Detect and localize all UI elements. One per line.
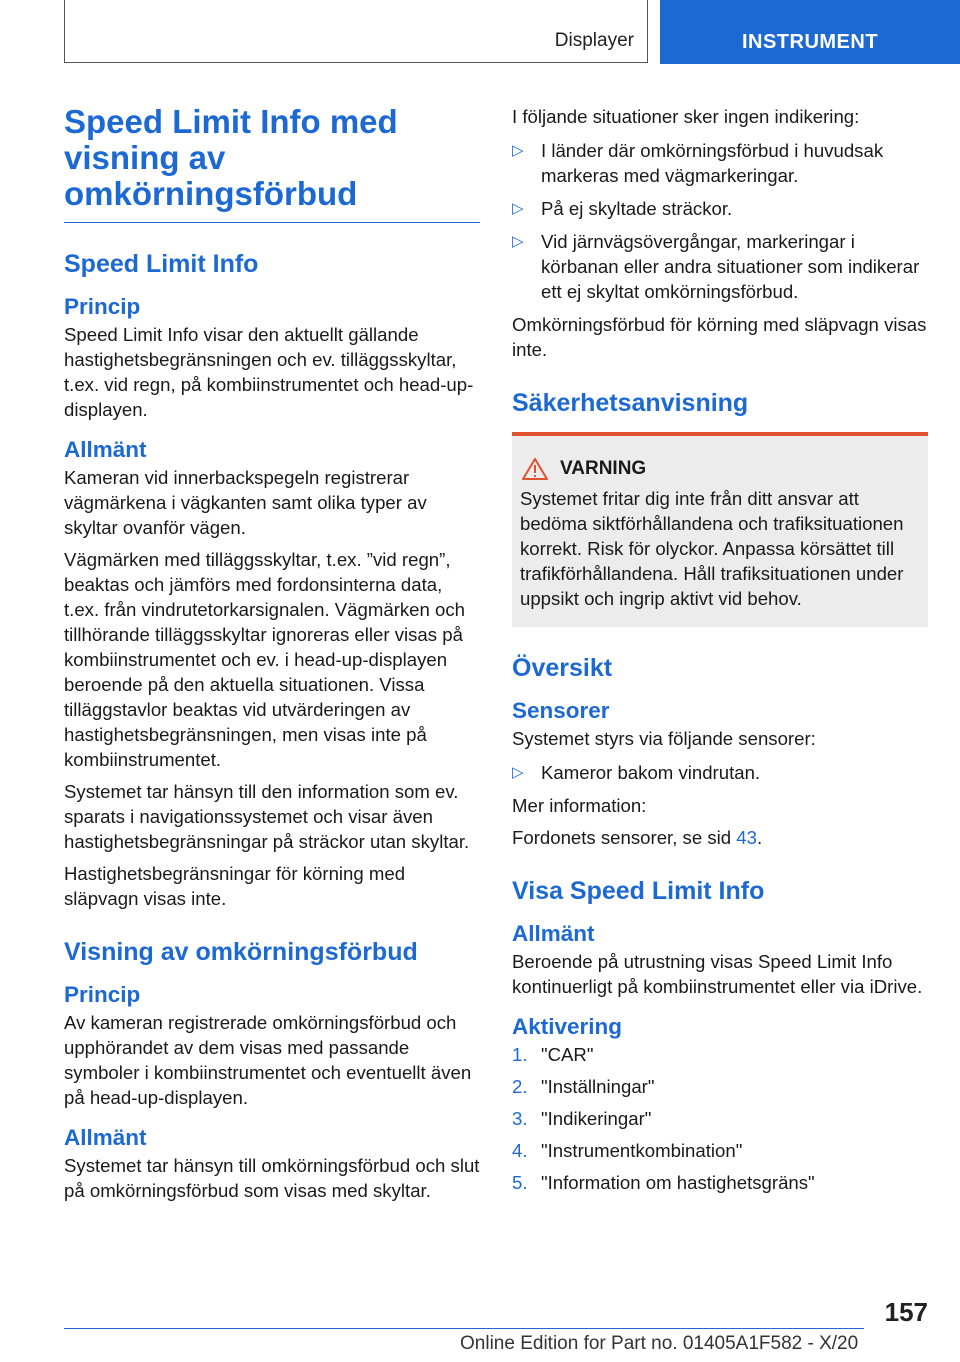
heading-allmant: Allmänt	[64, 437, 147, 462]
step-list	[512, 1042, 928, 1195]
list-item: 4. "Instrumentkombination"	[512, 1140, 743, 1161]
bullet-triangle-icon: ▷	[512, 142, 524, 159]
paragraph: Hastighetsbegränsningar för körning med släpvagn visas inte.	[64, 863, 406, 909]
bullet-triangle-icon: ▷	[512, 200, 524, 217]
header-chapter-tab[interactable]: INSTRUMENT	[660, 0, 960, 64]
page-number: 157	[884, 1297, 928, 1327]
footer-divider	[64, 1328, 864, 1329]
list-item: 1. "CAR"	[512, 1044, 594, 1065]
list-item: 5. "Information om hastighetsgräns"	[512, 1172, 815, 1193]
bullet-list	[512, 760, 928, 785]
warning-box	[512, 432, 928, 627]
footer-edition: Online Edition for Part no. 01405A1F582 - X/20	[460, 1333, 859, 1354]
page-title: Speed Limit Info med visning av omkörningsförbud	[64, 104, 480, 223]
list-item: ▷ Vid järnvägsövergångar, markeringar i körbanan eller andra situationer som indikerar ett ej skyltat omkörningsförbud.	[512, 231, 920, 302]
paragraph: I följande situationer sker ingen indikering:	[512, 106, 860, 127]
warning-triangle-icon	[522, 458, 548, 480]
paragraph: Systemet tar hänsyn till den information som ev. sparats i navigationssystemet och visar även hastighetsbegränsningar på sträckor utan skyltar.	[64, 781, 470, 852]
paragraph: Systemet styrs via följande sensorer:	[512, 728, 816, 749]
bullet-list	[512, 138, 928, 304]
paragraph: Beroende på utrustning visas Speed Limit Info kontinuerligt på kombiinstrumentet eller via iDrive.	[512, 951, 923, 997]
paragraph: Fordonets sensorer, se sid 43.	[512, 827, 763, 848]
paragraph: Omkörningsförbud för körning med släpvagn visas inte.	[512, 314, 927, 360]
right-column	[512, 104, 928, 1202]
heading-allmant: Allmänt	[512, 921, 595, 946]
paragraph: Systemet tar hänsyn till omkörningsförbud och slut på omkörningsförbud som visas med skyltar.	[64, 1155, 480, 1201]
heading-oversikt: Översikt	[512, 654, 613, 682]
bullet-triangle-icon: ▷	[512, 233, 524, 250]
step-number: 4.	[512, 1140, 528, 1161]
warning-text: Systemet fritar dig inte från ditt ansvar att bedöma siktförhållandena och trafiksituationen korrekt. Risk för olyckor. Anpassa körsättet till trafikförhållandena. Håll trafiksituationen under uppsikt och ingrip aktivt vid behov.	[520, 488, 904, 609]
step-number: 1.	[512, 1044, 528, 1065]
header-section: Displayer	[554, 30, 634, 51]
step-number: 3.	[512, 1108, 528, 1129]
list-item: 2. "Inställningar"	[512, 1076, 655, 1097]
warning-title: VARNING	[520, 458, 920, 480]
list-item: ▷ På ej skyltade sträckor.	[512, 198, 733, 219]
heading-aktivering: Aktivering	[512, 1014, 623, 1039]
heading-sensorer: Sensorer	[512, 698, 610, 723]
left-column	[64, 104, 480, 1210]
paragraph: Mer information:	[512, 795, 647, 816]
list-item: 3. "Indikeringar"	[512, 1108, 652, 1129]
list-item: ▷ Kameror bakom vindrutan.	[512, 762, 761, 783]
heading-speed-limit-info: Speed Limit Info	[64, 250, 259, 278]
heading-visning-omkorningsforbud: Visning av omkörningsförbud	[64, 938, 418, 966]
paragraph: Speed Limit Info visar den aktuellt gällande hastighetsbegränsningen och ev. tilläggsskyltar, t.ex. vid regn, på kombiinstrumentet och head-up-displayen.	[64, 324, 474, 420]
heading-princip: Princip	[64, 982, 141, 1007]
paragraph: Av kameran registrerade omkörningsförbud och upphörandet av dem visas med passande symboler i kombiinstrumentet och eventuellt även på head-up-displayen.	[64, 1012, 472, 1108]
paragraph: Kameran vid innerbackspegeln registrerar vägmärkena i vägkanten samt olika typer av skyltar ovanför vägen.	[64, 467, 427, 538]
paragraph: Vägmärken med tilläggsskyltar, t.ex. ”vid regn”, beaktas och jämförs med fordonsinterna data, t.ex. från vindrutetorkarsignalen. Vägmärken och tillhörande tilläggsskyltar ignoreras eller visas på kombiinstrumentet och ev. i head-up-displayen beroende på den aktuella situationen. Vissa tilläggstavlor beaktas vid utvärderingen av hastighetsbegränsningen, men visas inte på kombiinstrumentet.	[64, 549, 466, 770]
heading-visa-speed-limit-info: Visa Speed Limit Info	[512, 877, 765, 905]
list-item: ▷ I länder där omkörningsförbud i huvudsak markeras med vägmarkeringar.	[512, 140, 884, 186]
heading-sakerhetsanvisning: Säkerhetsanvisning	[512, 389, 749, 417]
heading-allmant: Allmänt	[64, 1125, 147, 1150]
page-link[interactable]: 43	[736, 827, 757, 848]
step-number: 2.	[512, 1076, 528, 1097]
step-number: 5.	[512, 1172, 528, 1193]
heading-princip: Princip	[64, 294, 141, 319]
bullet-triangle-icon: ▷	[512, 764, 524, 781]
